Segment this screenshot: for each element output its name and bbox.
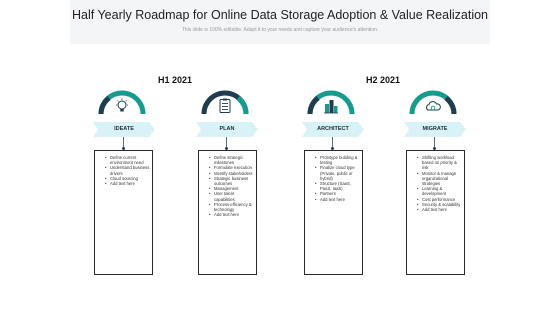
stage-label-architect: ARCHITECT bbox=[317, 126, 349, 132]
stage-banner bbox=[196, 122, 258, 137]
list-item: • Partners bbox=[320, 191, 362, 196]
list-item: • Process efficiency & technology bbox=[214, 202, 256, 212]
list-item: • Add text here bbox=[110, 181, 152, 186]
list-item: • Management bbox=[214, 186, 256, 191]
list-item: • Security & scalability bbox=[422, 202, 464, 207]
stage-details-box bbox=[198, 150, 257, 275]
lightbulb-icon bbox=[114, 98, 130, 114]
list-item: • Cost performance bbox=[422, 197, 464, 202]
list-item: • Structure (SaaS, PaaS, IaaS) bbox=[320, 181, 362, 191]
list-item: • Prototype building & testing bbox=[320, 155, 362, 165]
buildings-icon bbox=[323, 98, 339, 114]
list-item: • Strategic business outcomes bbox=[214, 176, 256, 186]
list-item: • Learning & development bbox=[422, 186, 464, 196]
stage-details-box bbox=[304, 150, 363, 275]
list-item: • Monitor & manage organizational strategies bbox=[422, 171, 464, 187]
stage-label-ideate: IDEATE bbox=[114, 126, 134, 132]
list-item: • Understand business drivers bbox=[110, 165, 152, 175]
cloud-gear-icon bbox=[425, 98, 441, 114]
list-item: • User talent capabilities bbox=[214, 191, 256, 201]
list-item: • Add text here bbox=[320, 197, 362, 202]
list-item: • Shifting workload based on priority & risk bbox=[422, 155, 464, 171]
list-item: • Define current environment need bbox=[110, 155, 152, 165]
stage-banner bbox=[302, 122, 364, 137]
stage-details-box bbox=[94, 150, 153, 275]
checklist-icon bbox=[217, 98, 233, 114]
stage-label-migrate: MIGRATE bbox=[422, 126, 448, 132]
stage-details-box bbox=[406, 150, 465, 275]
page-title: Half Yearly Roadmap for Online Data Storage Adoption & Value Realization bbox=[72, 8, 488, 22]
page-subtitle: This slide is 100% editable. Adapt it to your needs and capture your audience's attention. bbox=[181, 27, 379, 33]
half-label-h1: H1 2021 bbox=[158, 75, 193, 85]
stage-label-plan: PLAN bbox=[219, 126, 235, 132]
list-item: • Formulate execution bbox=[214, 165, 256, 170]
list-item: • Cloud sourcing bbox=[110, 176, 152, 181]
list-item: • Define strategic milestones bbox=[214, 155, 256, 165]
stage-banner bbox=[93, 122, 155, 137]
stage-banner bbox=[404, 122, 466, 137]
half-label-h2: H2 2021 bbox=[366, 75, 401, 85]
list-item: • Add text here bbox=[422, 207, 464, 212]
list-item: • Identify stakeholders bbox=[214, 171, 256, 176]
list-item: • Add text here bbox=[214, 212, 256, 217]
list-item: • Finalize cloud type (Private, public or hybrid) bbox=[320, 165, 362, 181]
title-bar bbox=[70, 0, 490, 44]
